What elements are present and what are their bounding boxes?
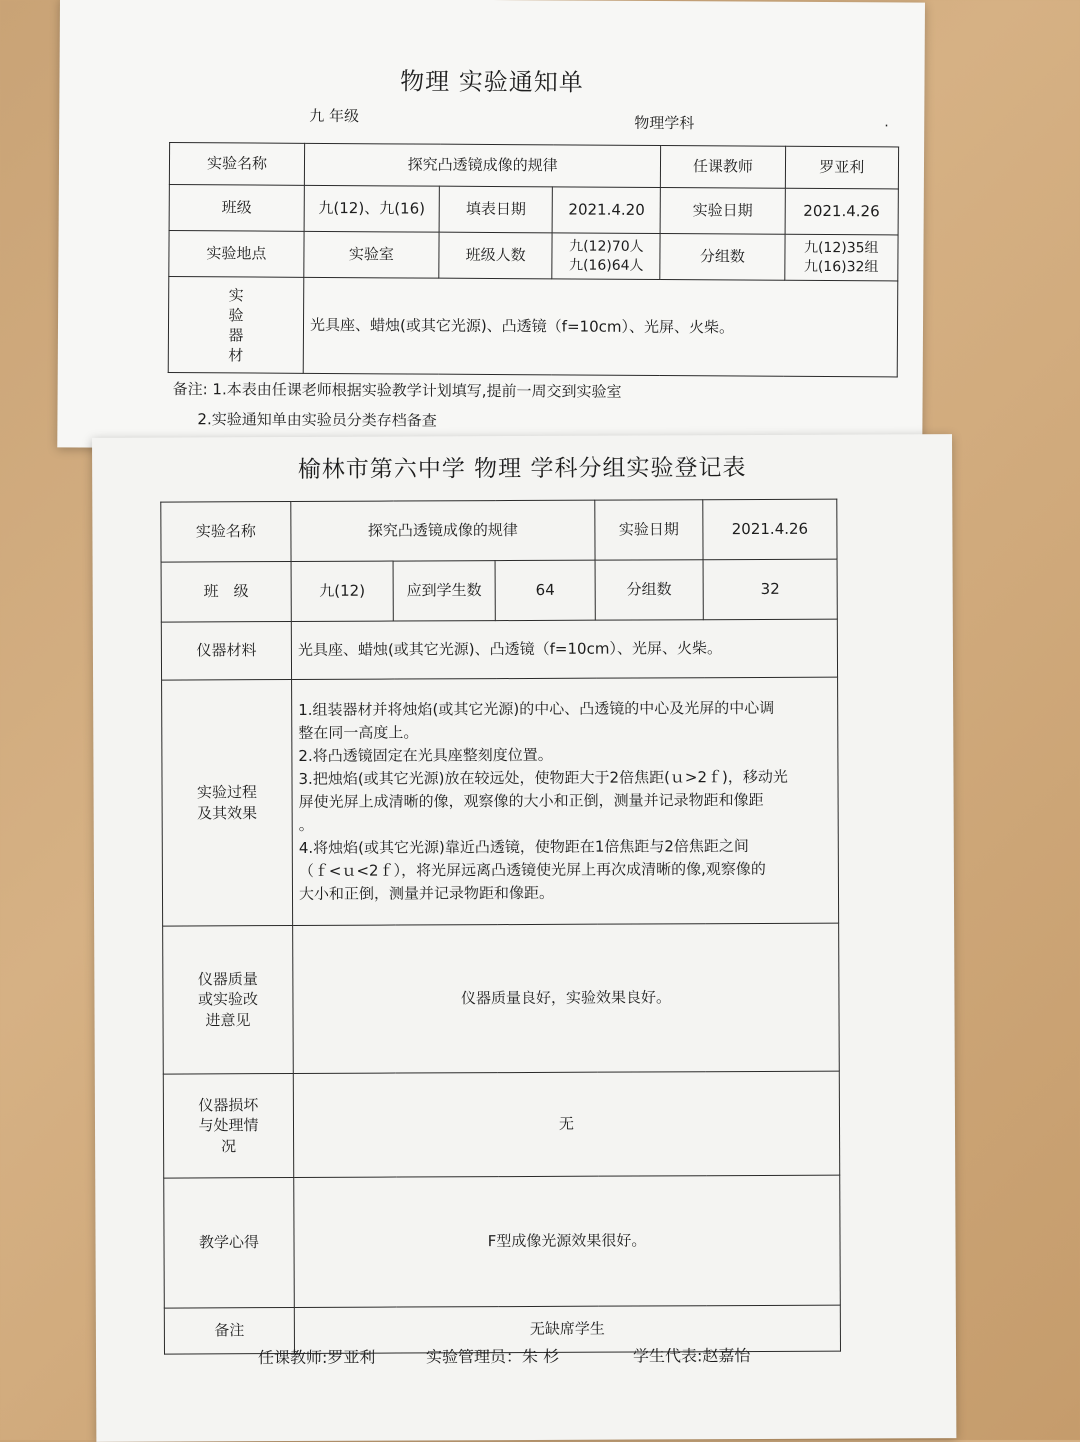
reg-value-damage: 无 [293, 1071, 839, 1177]
damage-label-line-2: 与处理情 [198, 1116, 259, 1135]
groups-line-2: 九(16)32组 [803, 258, 879, 275]
reg-value-class: 九(12) [291, 561, 393, 621]
groups-line-1: 九(12)35组 [803, 239, 879, 256]
process-line: 2.将凸透镜固定在光具座整刻度位置。 [298, 745, 553, 765]
quality-label-line-2: 或实验改 [197, 990, 258, 1009]
reg-label-process [162, 680, 293, 927]
process-line: 1.组装器材并将烛焰(或其它光源)的中心、凸透镜的中心及光屏的中心调 [298, 698, 775, 719]
reg-value-materials: 光具座、蜡烛(或其它光源)、凸透镜（f=10cm）、光屏、火柴。 [291, 619, 837, 679]
notice-table [168, 142, 899, 377]
notice-grade: 九 年级 [309, 106, 360, 126]
value-class-size [552, 233, 660, 280]
process-line: 整在同一高度上。 [298, 723, 419, 742]
register-table [160, 499, 841, 1355]
process-line: 4.将烛焰(或其它光源)靠近凸透镜，使物距在1倍焦距与2倍焦距之间 [298, 837, 749, 857]
label-class: 班级 [169, 185, 304, 232]
reg-value-name: 探究凸透镜成像的规律 [291, 500, 595, 561]
reg-label-expected: 应到学生数 [393, 561, 495, 621]
value-fill-date: 2021.4.20 [552, 187, 660, 234]
reg-label-materials: 仪器材料 [161, 622, 291, 681]
reg-value-expected: 64 [495, 560, 595, 620]
process-line: 。 [298, 815, 314, 834]
reg-label-remarks: 备注 [164, 1308, 294, 1355]
reg-label-date: 实验日期 [595, 500, 703, 560]
equip-char-4: 材 [228, 345, 244, 364]
equip-char-2: 验 [228, 305, 244, 324]
process-line: （ｆ<ｕ<2ｆ），将光屏远离凸透镜使光屏上再次成清晰的像,观察像的 [298, 859, 766, 880]
value-equipment: 光具座、蜡烛(或其它光源)、凸透镜（f=10cm）、光屏、火柴。 [303, 277, 898, 377]
damage-label-line-3: 况 [221, 1136, 237, 1155]
reg-value-process [292, 677, 839, 925]
dot-mark: · [884, 118, 889, 135]
quality-label-line-3: 进意见 [205, 1010, 251, 1030]
value-groups [784, 234, 898, 281]
reg-label-teaching: 教学心得 [164, 1178, 295, 1309]
reg-label-groups: 分组数 [595, 560, 703, 620]
label-equipment [168, 277, 304, 374]
sign-admin: 实验管理员：朱 杉 [425, 1346, 560, 1367]
label-class-size: 班级人数 [439, 232, 553, 279]
notice-subject: 物理学科 [634, 113, 695, 133]
notice-note-1: 备注: 1.本表由任课老师根据实验教学计划填写,提前一周交到实验室 [172, 380, 622, 401]
notice-note-2: 2.实验通知单由实验员分类存档备查 [197, 410, 437, 430]
value-location: 实验室 [304, 231, 439, 278]
quality-label-line-1: 仪器质量 [197, 970, 258, 989]
reg-value-remarks: 无缺席学生 [294, 1305, 840, 1353]
register-title: 榆林市第六中学 物理 学科分组实验登记表 [297, 455, 747, 483]
equip-char-3: 器 [228, 325, 244, 344]
class-size-line-2: 九(16)64人 [568, 256, 644, 274]
process-line: 屏使光屏上成清晰的像，观察像的大小和正倒，测量并记录物距和像距 [298, 790, 764, 811]
register-sheet [92, 434, 956, 1442]
label-teacher: 任课教师 [661, 146, 785, 189]
label-name: 实验名称 [169, 143, 304, 186]
reg-value-date: 2021.4.26 [703, 499, 837, 560]
value-class: 九(12)、九(16) [304, 185, 439, 232]
process-line: 3.把烛焰(或其它光源)放在较远处，使物距大于2倍焦距(ｕ>2ｆ)，移动光 [298, 767, 788, 788]
label-groups: 分组数 [660, 234, 784, 281]
reg-value-groups: 32 [703, 559, 837, 620]
equip-char-1: 实 [228, 285, 244, 304]
value-name: 探究凸透镜成像的规律 [304, 143, 661, 187]
notice-sheet [57, 0, 925, 453]
label-exp-date: 实验日期 [660, 188, 784, 235]
notice-title: 物理 实验通知单 [400, 67, 584, 97]
reg-value-quality: 仪器质量良好，实验效果良好。 [293, 923, 840, 1073]
process-line: 大小和正倒，测量并记录物距和像距。 [298, 883, 555, 903]
damage-label-line-1: 仪器损坏 [198, 1096, 259, 1115]
label-fill-date: 填表日期 [439, 186, 553, 233]
reg-label-quality [163, 926, 294, 1075]
reg-value-teaching: F型成像光源效果很好。 [294, 1175, 841, 1307]
reg-label-name: 实验名称 [161, 502, 291, 563]
label-location: 实验地点 [169, 231, 304, 278]
class-size-line-1: 九(12)70人 [569, 237, 644, 255]
sign-teacher: 任课教师:罗亚利 [257, 1347, 376, 1368]
reg-label-damage [163, 1074, 293, 1179]
process-label-line-1: 实验过程 [196, 783, 258, 802]
value-exp-date: 2021.4.26 [785, 188, 899, 235]
process-label-line-2: 及其效果 [197, 803, 258, 822]
value-teacher: 罗亚利 [785, 146, 899, 189]
reg-label-class: 班 级 [161, 562, 291, 623]
sign-student: 学生代表:赵嘉怡 [632, 1346, 751, 1366]
